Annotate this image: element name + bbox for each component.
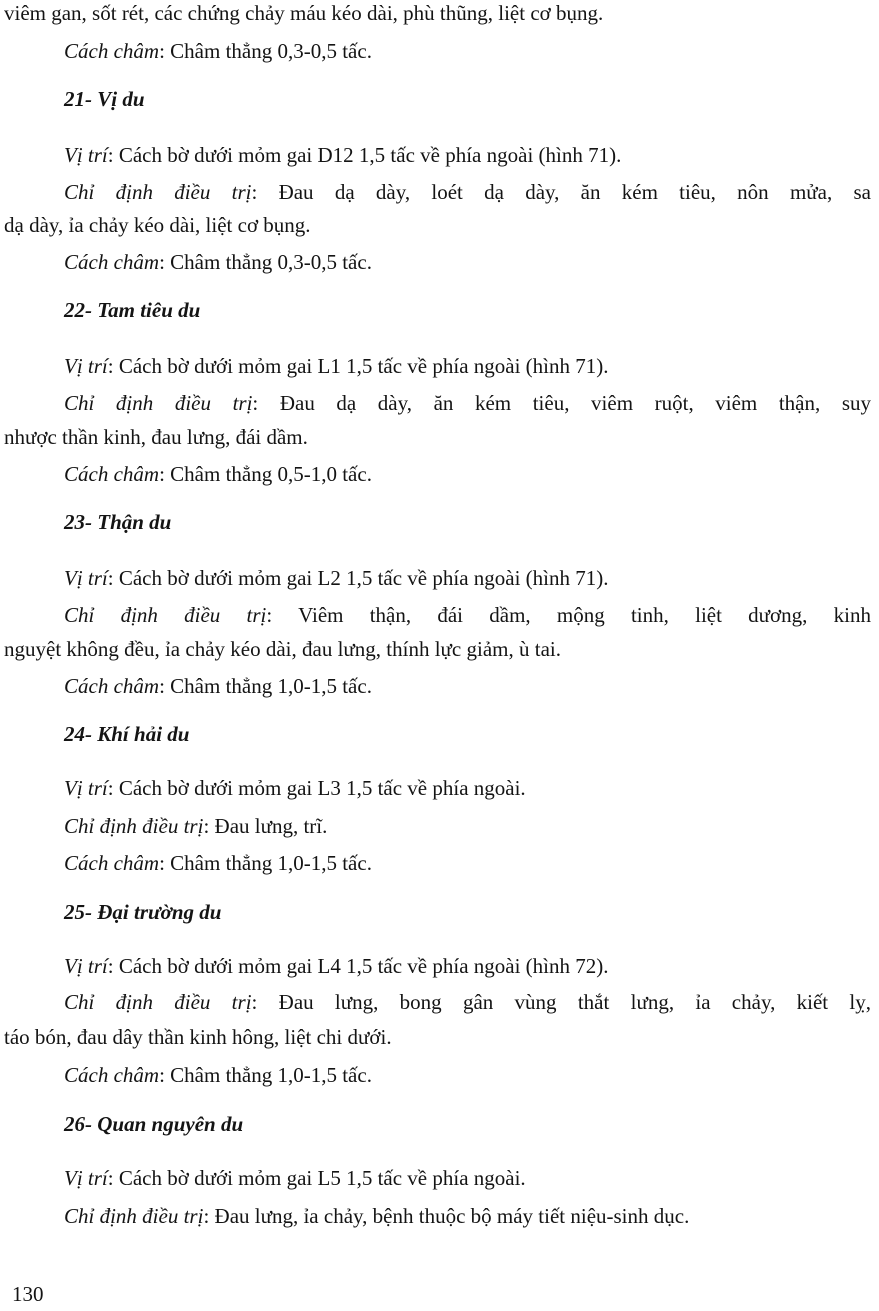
section-title: 23- Thận du <box>64 510 172 534</box>
method-text: : Châm thẳng 0,5-1,0 tấc. <box>159 462 372 486</box>
position-label: Vị trí <box>64 1166 108 1190</box>
position-text: : Cách bờ dưới mỏm gai L5 1,5 tấc về phía ngoài. <box>107 1166 526 1190</box>
indication-continuation: nhược thần kinh, đau lưng, đái dầm. <box>4 425 308 449</box>
indication-text: : Đau dạ dày, ăn kém tiêu, viêm ruột, viêm thận, suy <box>252 391 871 415</box>
method-label: Cách châm <box>64 462 160 486</box>
position-label: Vị trí <box>64 354 108 378</box>
indication-label: Chỉ định điều trị <box>64 990 252 1014</box>
method-line <box>0 38 879 64</box>
method-text: : Châm thẳng 1,0-1,5 tấc. <box>159 674 372 698</box>
position-text: : Cách bờ dưới mỏm gai L1 1,5 tấc về phía ngoài (hình 71). <box>107 354 609 378</box>
position-label: Vị trí <box>64 954 108 978</box>
indication-label: Chỉ định điều trị <box>64 1204 204 1228</box>
position-line <box>0 353 879 379</box>
position-line <box>0 142 879 168</box>
position-line <box>0 775 879 801</box>
method-label: Cách châm <box>64 1063 160 1087</box>
position-text: : Cách bờ dưới mỏm gai D12 1,5 tấc về phía ngoài (hình 71). <box>107 143 622 167</box>
indication-continuation: dạ dày, ỉa chảy kéo dài, liệt cơ bụng. <box>4 213 311 237</box>
section-title: 21- Vị du <box>64 87 145 111</box>
method-label: Cách châm <box>64 39 160 63</box>
position-label: Vị trí <box>64 776 108 800</box>
indication-label: Chỉ định điều trị <box>64 391 253 415</box>
indication-text: : Đau lưng, bong gân vùng thắt lưng, ỉa chảy, kiết lỵ, <box>251 990 871 1014</box>
indication-line <box>0 989 879 1015</box>
indication-line <box>0 1203 879 1229</box>
section-title: 26- Quan nguyên du <box>64 1112 244 1136</box>
position-text: : Cách bờ dưới mỏm gai L2 1,5 tấc về phía ngoài (hình 71). <box>107 566 609 590</box>
indication-label: Chỉ định điều trị <box>64 814 204 838</box>
indication-text: : Viêm thận, đái dầm, mộng tinh, liệt dương, kinh <box>266 603 871 627</box>
position-line <box>0 565 879 591</box>
position-line <box>0 1165 879 1191</box>
paragraph-continuation: viêm gan, sốt rét, các chứng chảy máu kéo dài, phù thũng, liệt cơ bụng. <box>4 1 604 25</box>
indication-line <box>0 390 879 416</box>
indication-continuation: táo bón, đau dây thần kinh hông, liệt chi dưới. <box>4 1025 392 1049</box>
method-label: Cách châm <box>64 851 160 875</box>
method-line <box>0 850 879 876</box>
method-text: : Châm thẳng 0,3-0,5 tấc. <box>159 250 372 274</box>
method-text: : Châm thẳng 1,0-1,5 tấc. <box>159 1063 372 1087</box>
indication-line <box>0 602 879 628</box>
method-line <box>0 249 879 275</box>
method-label: Cách châm <box>64 674 160 698</box>
method-text: : Châm thẳng 1,0-1,5 tấc. <box>159 851 372 875</box>
position-text: : Cách bờ dưới mỏm gai L3 1,5 tấc về phía ngoài. <box>107 776 526 800</box>
section-title: 24- Khí hải du <box>64 722 190 746</box>
indication-label: Chỉ định điều trị <box>64 603 267 627</box>
position-text: : Cách bờ dưới mỏm gai L4 1,5 tấc về phía ngoài (hình 72). <box>107 954 609 978</box>
method-text: : Châm thẳng 0,3-0,5 tấc. <box>159 39 372 63</box>
method-label: Cách châm <box>64 250 160 274</box>
position-label: Vị trí <box>64 143 108 167</box>
indication-label: Chỉ định điều trị <box>64 180 252 204</box>
indication-text: : Đau dạ dày, loét dạ dày, ăn kém tiêu, nôn mửa, sa <box>251 180 871 204</box>
indication-continuation: nguyệt không đều, ỉa chảy kéo dài, đau lưng, thính lực giảm, ù tai. <box>4 637 561 661</box>
section-title: 25- Đại trường du <box>64 900 222 924</box>
method-line <box>0 673 879 699</box>
section-title: 22- Tam tiêu du <box>64 298 201 322</box>
indication-line <box>0 179 879 205</box>
indication-text: : Đau lưng, trĩ. <box>203 814 328 838</box>
method-line <box>0 1062 879 1088</box>
indication-text: : Đau lưng, ỉa chảy, bệnh thuộc bộ máy tiết niệu-sinh dục. <box>203 1204 690 1228</box>
method-line <box>0 461 879 487</box>
indication-line <box>0 813 879 839</box>
page-number: 130 <box>12 1282 44 1306</box>
position-line <box>0 953 879 979</box>
position-label: Vị trí <box>64 566 108 590</box>
